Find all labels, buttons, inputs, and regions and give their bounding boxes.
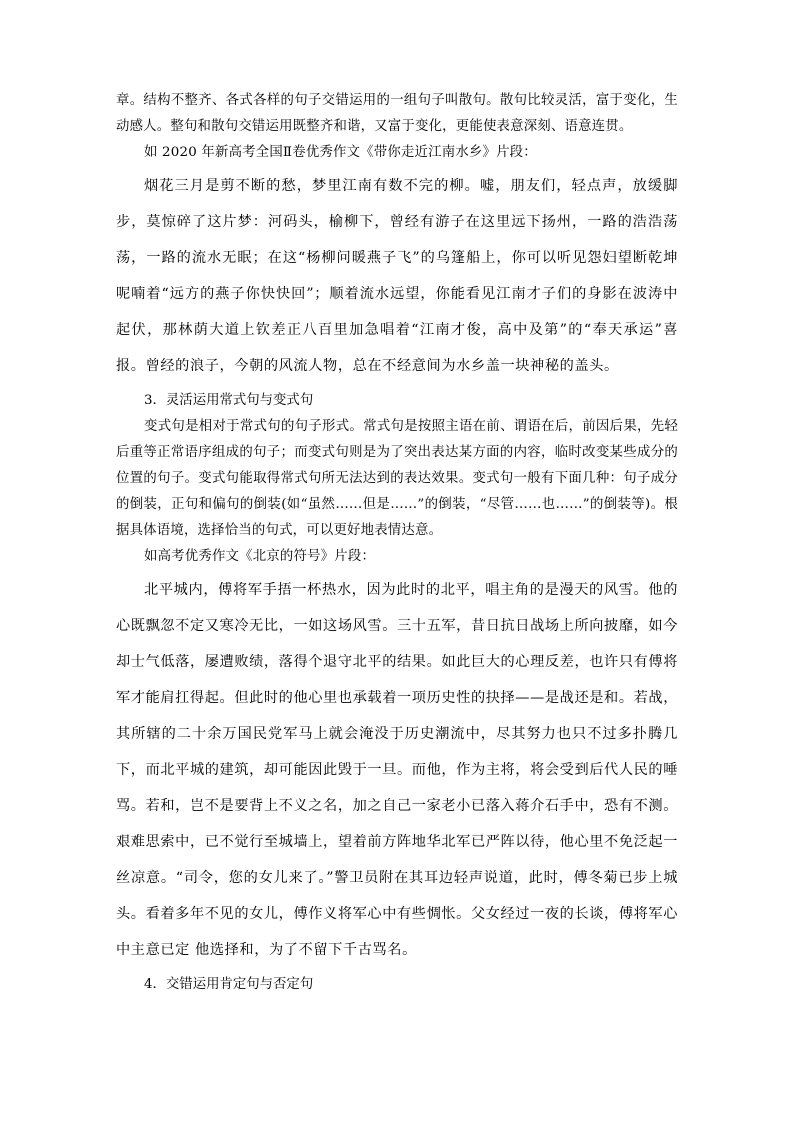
example-intro-1: 如 2020 年新高考全国Ⅱ卷优秀作文《带你走近江南水乡》片段： (144, 145, 537, 160)
example-intro-2: 如高考优秀作文《北京的符号》片段： (144, 549, 376, 564)
example-passage-1: 烟花三月是剪不断的愁，梦里江南有数不完的柳。嘘，朋友们，轻点声，放缓脚步，莫惊碎了这片梦：河码头，榆柳下，曾经有游子在这里远下扬州，一路的浩浩荡荡，一路的流水无眠；在这“杨柳问暖燕子飞”的乌篷船上，你可以听见怨妇望断乾坤呢喃着“远方的燕子你快快回”；顺着流水远望，你能看见江南才子们的身影在波涛中起伏，那林荫大道上钦差正八百里加急唱着“江南才俊，高中及第”的“奉天承运”喜报。曾经的浪子，今朝的风流人物，总在不经意间为水乡盖一块神秘的盖头。 (116, 178, 678, 374)
section-heading-4: 4．交错运用肯定句与否定句 (144, 977, 314, 992)
explanation-paragraph: 变式句是相对于常式句的句子形式。常式句是按照主语在前、谓语在后，前因后果，先轻后重等正常语序组成的句子；而变式句则是为了突出表达某方面的内容，临时改变某些成分的位置的句子。变式句能取得常式句所无法达到的表达效果。变式句一般有下面几种：句子成分的倒装，正句和偏句的倒装(如“虽然……但是……”的倒装，“尽管……也……”的倒装等)。根据具体语境，选择恰当的句式，可以更好地表情达意。 (116, 419, 678, 538)
document-page (116, 88, 678, 998)
section-heading-3: 3．灵活运用常式句与变式句 (144, 393, 314, 408)
example-passage-2: 北平城内，傅将军手捂一杯热水，因为此时的北平，唱主角的是漫天的风雪。他的心既飘忽不定又寒冷无比，一如这场风雪。三十五军，昔日抗日战场上所向披靡，如今却士气低落，屡遭败绩，落得个退守北平的结果。如此巨大的心理反差，也许只有傅将军才能肩扛得起。但此时的他心里也承载着一项历史性的抉择——是战还是和。若战，其所辖的二十余万国民党军马上就会淹没于历史潮流中，尽其努力也只不过多扑腾几下，而北平城的建筑，却可能因此毁于一旦。而他，作为主将，将会受到后代人民的唾骂。若和，岂不是要背上不义之名，加之自己一家老小已落入蒋介石手中，恐有不测。艰难思索中，已不觉行至城墙上，望着前方阵地华北军已严阵以待，他心里不免泛起一丝凉意。“司令，您的女儿来了。”警卫员附在其耳边轻声说道，此时，傅冬菊已步上城头。看着多年不见的女儿，傅作义将军心中有些惆怅。父女经过一夜的长谈，傅将军心中主意已定 他选择和，为了不留下千古骂名。 (116, 582, 678, 958)
intro-paragraph: 章。结构不整齐、各式各样的句子交错运用的一组句子叫散句。散句比较灵活，富于变化，生动感人。整句和散句交错运用既整齐和谐，又富于变化，更能使表意深刻、语意连贯。 (116, 93, 678, 134)
